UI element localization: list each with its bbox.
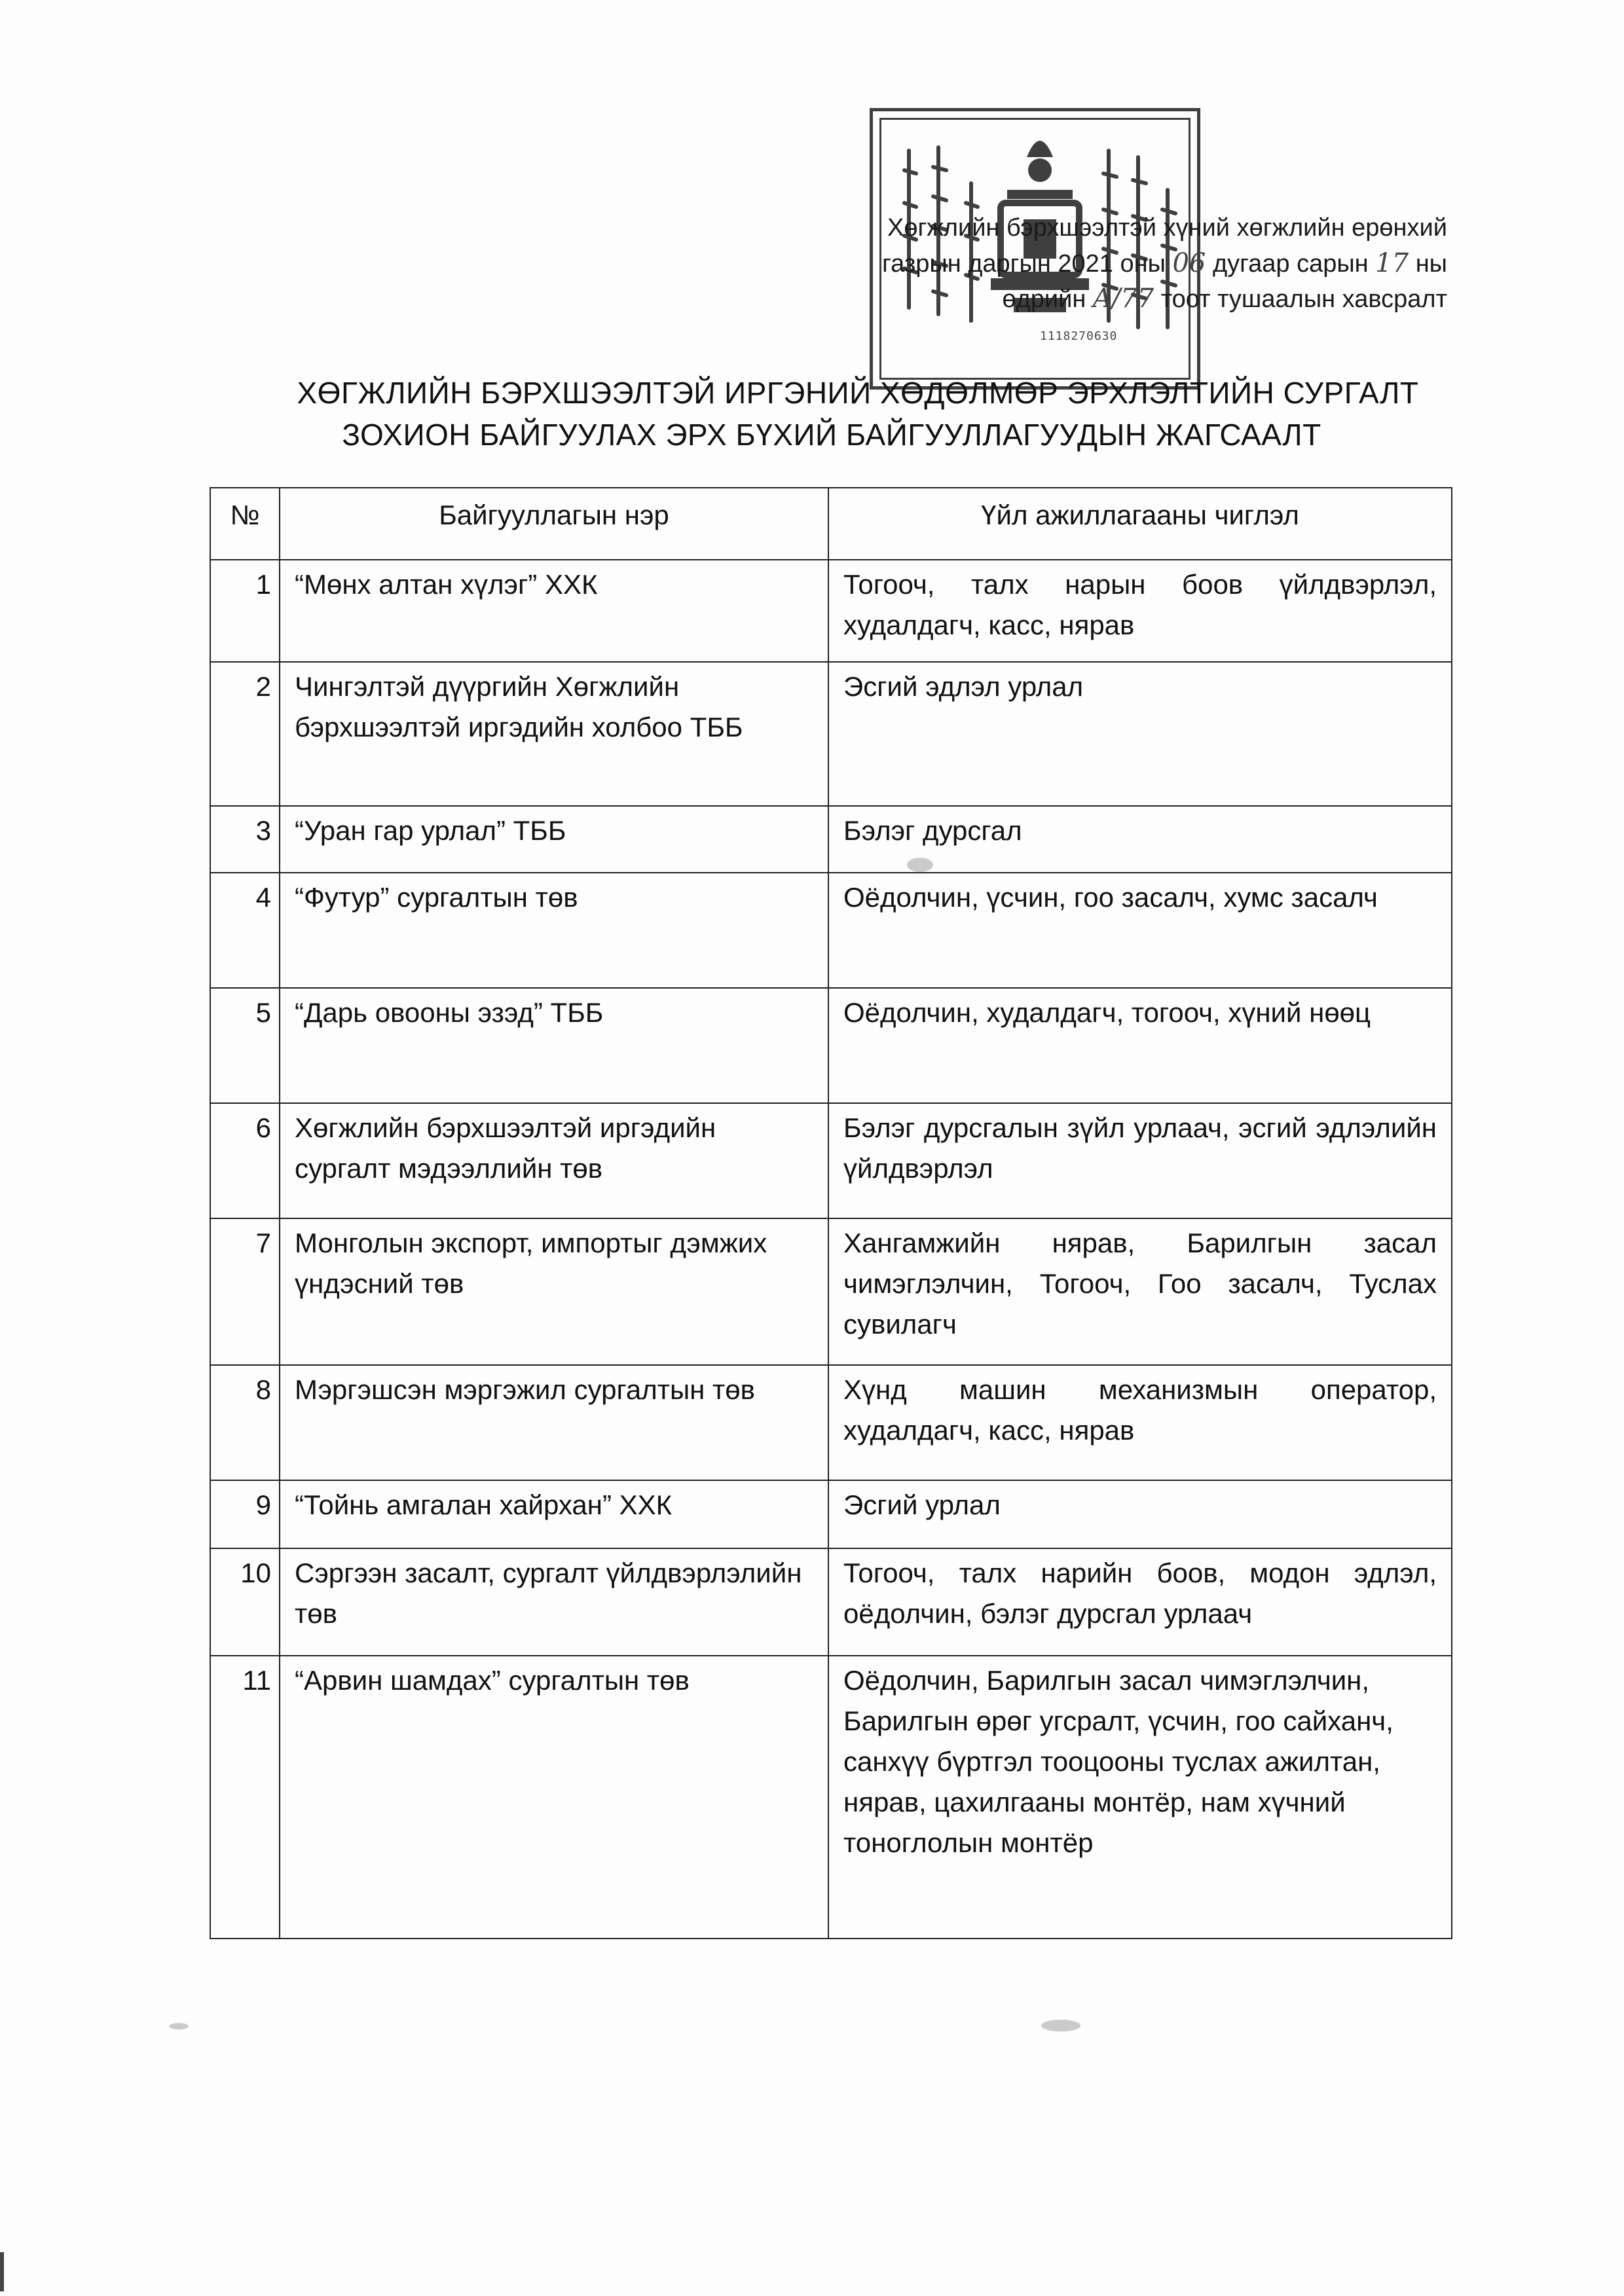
organization-name: “Футур” сургалтын төв [280,873,828,988]
organization-name: Чингэлтэй дүүргийн Хөгжлийн бэрхшээлтэй иргэдийн холбоо ТББ [280,662,828,806]
stamp-number: 1118270630 [1040,329,1118,343]
scan-edge-mark [0,2252,4,2291]
handwritten-month: 06 [1172,248,1206,278]
attachment-note-line3 [792,282,1447,316]
activity-direction: Оёдолчин, Барилгын засал чимэглэлчин, Барилгын өрөг угсралт, үсчин, гоо сайханч, санхүү бүртгэл тооцооны туслах ажилтан, нярав, цахилгааны монтёр, нам хүчний тоноглолын монтёр [828,1656,1452,1939]
header-activity: Үйл ажиллагааны чиглэл [828,488,1452,560]
activity-direction: Оёдолчин, үсчин, гоо засалч, хумс засалч [828,873,1452,988]
organization-name: “Дарь овооны эзэд” ТББ [280,988,828,1103]
table-row [210,988,1452,1103]
table-row [210,1218,1452,1365]
attachment-note-line1: Хөгжлийн бэрхшээлтэй хүний хөгжлийн ерөнхий [887,214,1447,242]
activity-direction: Оёдолчин, худалдагч, тогооч, хүний нөөц [828,988,1452,1103]
activity-direction: Бэлэг дурсгалын зүйл урлаач, эсгий эдлэлийн үйлдвэрлэл [828,1103,1452,1218]
table-row [210,873,1452,988]
organization-name: Монголын экспорт, импортыг дэмжих үндэсний төв [280,1218,828,1365]
scan-smudge [1041,2020,1080,2032]
row-number: 4 [210,873,280,988]
organization-name: Хөгжлийн бэрхшээлтэй иргэдийн сургалт мэдээллийн төв [280,1103,828,1218]
row-number: 5 [210,988,280,1103]
document-title-line1: ХӨГЖЛИЙН БЭРХШЭЭЛТЭЙ ИРГЭНИЙ ХӨДӨЛМӨР ЭРХЛЭЛТИЙН СУРГАЛТ [297,376,1419,410]
organization-name: Сэргээн засалт, сургалт үйлдвэрлэлийн төв [280,1548,828,1656]
header-number: № [210,488,280,560]
table-row [210,560,1452,662]
note-text: өдрийн [1002,285,1093,313]
note-text: тоот тушаалын хавсралт [1154,285,1447,313]
row-number: 6 [210,1103,280,1218]
table-header-row [210,488,1452,560]
table-row [210,1480,1452,1548]
note-text: ны [1409,250,1447,278]
handwritten-order-number: A/77 [1092,283,1154,314]
organization-name: “Мөнх алтан хүлэг” ХХК [280,560,828,662]
header-organization-name: Байгууллагын нэр [280,488,828,560]
row-number: 2 [210,662,280,806]
scan-smudge [169,2023,189,2030]
table-row [210,662,1452,806]
activity-direction: Эсгий эдлэл урлал [828,662,1452,806]
row-number: 9 [210,1480,280,1548]
attachment-note-line2 [720,246,1447,281]
row-number: 10 [210,1548,280,1656]
activity-direction: Бэлэг дурсгал [828,806,1452,873]
note-text: газрын даргын 2021 оны [882,250,1173,278]
handwritten-day: 17 [1375,248,1409,278]
activity-direction: Тогооч, талх нарын боов үйлдвэрлэл, худалдагч, касс, нярав [828,560,1452,662]
table-row [210,1548,1452,1656]
table-row [210,1103,1452,1218]
activity-direction: Тогооч, талх нарийн боов, модон эдлэл, оёдолчин, бэлэг дурсгал урлаач [828,1548,1452,1656]
organizations-table [210,487,1452,1939]
document-title-line2: ЗОХИОН БАЙГУУЛАХ ЭРХ БҮХИЙ БАЙГУУЛЛАГУУДЫН ЖАГСААЛТ [342,418,1321,452]
row-number: 1 [210,560,280,662]
row-number: 8 [210,1365,280,1480]
note-text: дугаар сарын [1206,250,1376,278]
activity-direction: Хүнд машин механизмын оператор, худалдагч, касс, нярав [828,1365,1452,1480]
organization-name: “Тойнь амгалан хайрхан” ХХК [280,1480,828,1548]
row-number: 11 [210,1656,280,1939]
row-number: 3 [210,806,280,873]
table-row [210,1365,1452,1480]
organization-name: “Арвин шамдах” сургалтын төв [280,1656,828,1939]
row-number: 7 [210,1218,280,1365]
organization-name: Мэргэшсэн мэргэжил сургалтын төв [280,1365,828,1480]
table-row [210,806,1452,873]
organization-name: “Уран гар урлал” ТББ [280,806,828,873]
table-row [210,1656,1452,1939]
scan-smudge [907,858,933,872]
activity-direction: Хангамжийн нярав, Барилгын засал чимэглэлчин, Тогооч, Гоо засалч, Туслах сувилагч [828,1218,1452,1365]
activity-direction: Эсгий урлал [828,1480,1452,1548]
